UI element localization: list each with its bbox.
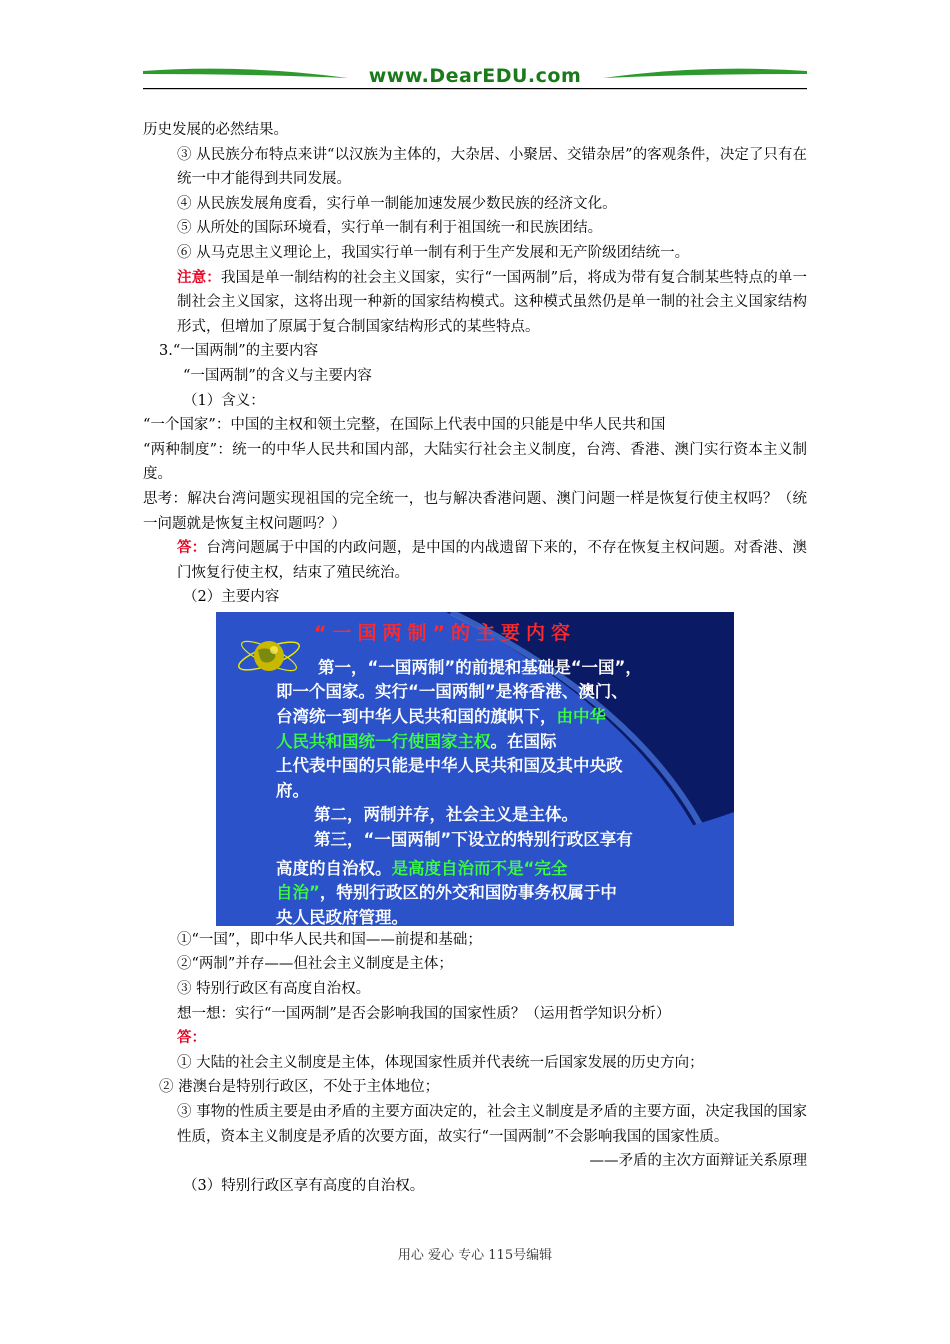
slide-line: 第三，“一国两制”下设立的特别行政区享有	[314, 830, 633, 850]
slide-line: 自治”，特别行政区的外交和国防事务权属于中	[276, 883, 617, 903]
slide-line: 人民共和国统一行使国家主权。在国际	[276, 731, 557, 751]
answer-label: 答：	[177, 539, 207, 557]
slide-image	[216, 612, 734, 926]
point-item: ①“一国”，即中华人民共和国——前提和基础；	[177, 931, 482, 948]
slide-line: 高度的自治权。是高度自治而不是“完全	[276, 858, 568, 878]
paragraph: ⑥ 从马克思主义理论上，我国实行单一制有利于生产发展和无产阶级团结统一。	[177, 244, 690, 261]
slide-line: 央人民政府管理。	[276, 907, 408, 926]
reflect-answer-label: 答：	[177, 1029, 206, 1047]
document-body	[143, 118, 807, 1198]
think-question: 思考：解决台湾问题实现祖国的完全统一，也与解决香港问题、澳门问题一样是恢复行使主权吗？（统一问题就是恢复主权问题吗？）	[143, 490, 807, 532]
page-header	[143, 62, 807, 92]
slide-line: 第二，两制并存，社会主义是主体。	[314, 805, 578, 825]
slide-title: “一国两制”的主要内容	[314, 621, 576, 644]
one-country-definition: “一个国家”：中国的主权和领土完整，在国际上代表中国的只能是中华人民共和国	[143, 417, 666, 434]
paragraph: ⑤ 从所处的国际环境看，实行单一制有利于祖国统一和民族团结。	[177, 220, 603, 237]
page-footer: 用心 爱心 专心 115号编辑	[397, 1248, 553, 1263]
note-text: 我国是单一制结构的社会主义国家，实行“一国两制”后，将成为带有复合制某些特点的单一制社会主义国家，这将出现一种新的国家结构模式。这种模式虽然仍是单一制的社会主义国家结构形式，但增加了原属于复合制国家结构形式的某些特点。	[177, 269, 808, 335]
paragraph: ④ 从民族发展角度看，实行单一制能加速发展少数民族的经济文化。	[177, 195, 617, 212]
principle-note: ——矛盾的主次方面辩证关系原理	[589, 1153, 807, 1170]
note-paragraph	[143, 266, 807, 340]
paragraph: 历史发展的必然结果。	[143, 122, 288, 138]
reflect-answer: ① 大陆的社会主义制度是主体，体现国家性质并代表统一后国家发展的历史方向；	[177, 1054, 704, 1071]
point-item: ③ 特别行政区有高度自治权。	[177, 981, 371, 998]
slide-line: 府。	[276, 780, 309, 800]
point-item: ②“两制”并存——但社会主义制度是主体；	[177, 956, 453, 973]
meaning-label: （1）含义：	[183, 392, 265, 409]
slide-line: 即一个国家。实行“一国两制”是将香港、澳门、	[276, 682, 628, 702]
slide-line: 台湾统一到中华人民共和国的旗帜下，由中华	[276, 707, 606, 727]
two-systems-definition: “两种制度”：统一的中华人民共和国内部，大陆实行社会主义制度，台湾、香港、澳门实行资本主义制度。	[143, 441, 807, 483]
reflect-answer: ③ 事物的性质主要是由矛盾的主要方面决定的，社会主义制度是矛盾的主要方面，决定我国的国家性质，资本主义制度是矛盾的次要方面，故实行“一国两制”不会影响我国的国家性质。	[177, 1104, 807, 1145]
answer-text: 台湾问题属于中国的内政问题，是中国的内战遗留下来的，不存在恢复主权问题。对香港、澳门恢复行使主权，结束了殖民统治。	[177, 540, 807, 581]
reflect-answer: ② 港澳台是特别行政区，不处于主体地位；	[159, 1079, 440, 1096]
answer-paragraph	[143, 536, 807, 585]
slide-text	[276, 656, 724, 926]
site-logo[interactable]: www.DearEDU.com	[368, 65, 582, 87]
main-content-label: （2）主要内容	[183, 589, 280, 606]
reflect-question: 想一想：实行“一国两制”是否会影响我国的国家性质？（运用哲学知识分析）	[177, 1005, 671, 1022]
section-subtitle: “一国两制”的含义与主要内容	[183, 367, 372, 384]
slide-line: 上代表中国的只能是中华人民共和国及其中央政	[276, 756, 623, 776]
section-title: 3.“一国两制”的主要内容	[159, 343, 319, 360]
autonomy-line: （3）特别行政区享有高度的自治权。	[183, 1177, 425, 1194]
slide-line: 第一，“一国两制”的前提和基础是“一国”，	[318, 657, 642, 677]
note-label: 注意：	[177, 268, 221, 286]
paragraph: ③ 从民族分布特点来讲“以汉族为主体的，大杂居、小聚居、交错杂居”的客观条件，决定了只有在统一中才能得到共同发展。	[177, 146, 807, 188]
